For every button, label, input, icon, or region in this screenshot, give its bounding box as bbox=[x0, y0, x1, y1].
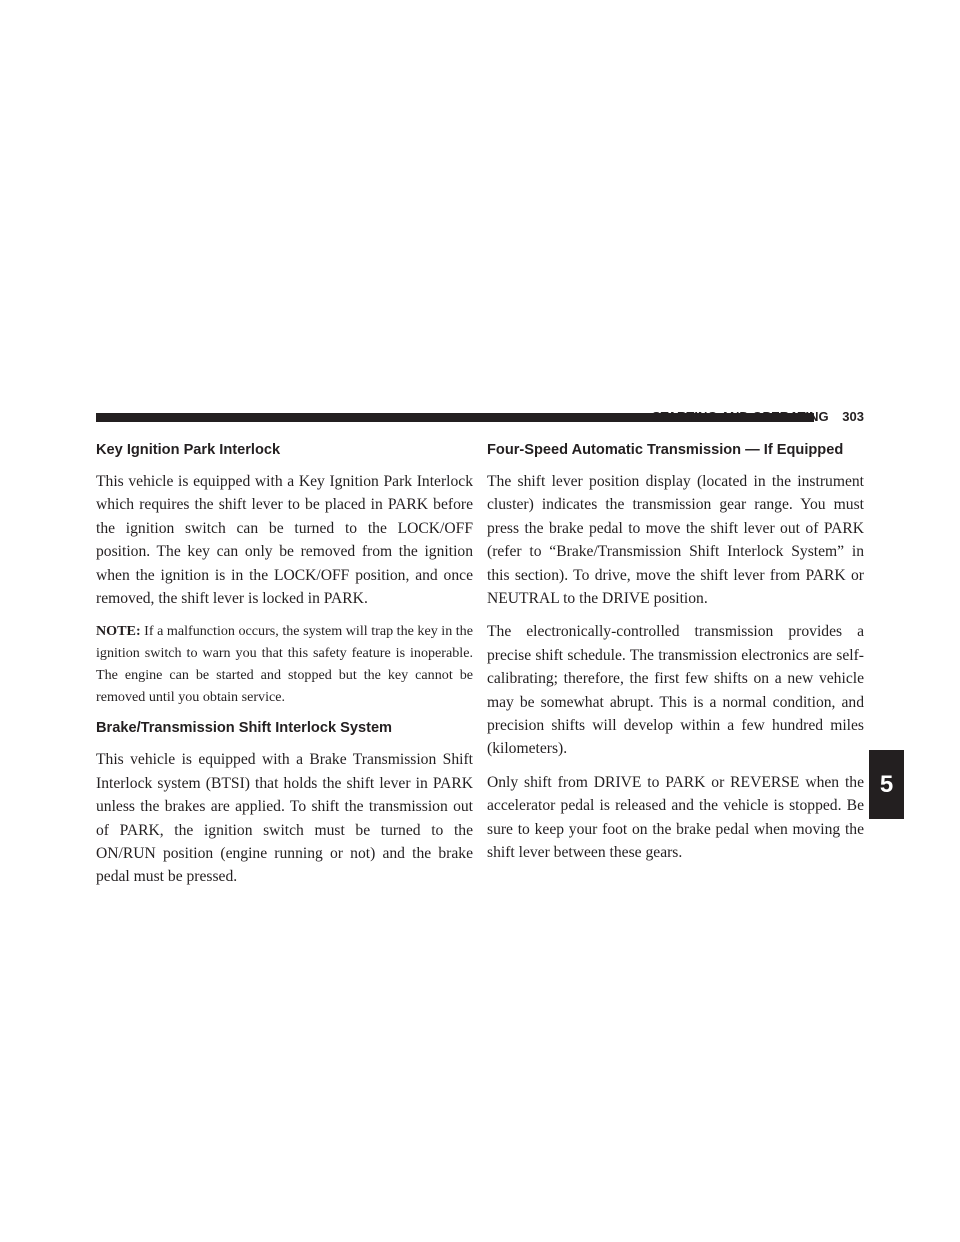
key-ignition-heading: Key Ignition Park Interlock bbox=[96, 442, 281, 458]
key-ignition-body: This vehicle is equipped with a Key Ignition Park Interlock which requires the shift lever to be placed in PARK before the ignition switch can be turned to the LOCK/OFF position. The key can only be removed from the ignition when the ignition is in the LOCK/OFF position, and once removed, the shift lever is locked in PARK. bbox=[96, 473, 473, 608]
left-column bbox=[96, 440, 473, 899]
page-number: 303 bbox=[842, 409, 864, 424]
four-speed-paragraph-1: The shift lever position display (located in the instrument cluster) indicates the transmission gear range. You must press the brake pedal to move the shift lever out of PARK (refer to “Brake/Transmission Shift Interlock System” in this section). To drive, move the shift lever from PARK or NEUTRAL to the DRIVE position. bbox=[487, 473, 864, 608]
note-paragraph bbox=[96, 620, 473, 708]
section-title: STARTING AND OPERATING bbox=[651, 409, 829, 424]
brake-shift-heading: Brake/Transmission Shift Interlock System bbox=[96, 720, 393, 737]
running-header bbox=[652, 409, 864, 424]
note-label: NOTE: bbox=[96, 623, 141, 640]
four-speed-paragraph-2: The electronically-controlled transmission provides a precise shift schedule. The transmission electronics are self-calibrating; therefore, the first few shifts on a new vehicle may be somewhat abrupt. This is a normal condition, and precision shifts will develop within a few hundred miles (kilometers). bbox=[487, 623, 864, 758]
chapter-tab: 5 bbox=[869, 750, 904, 819]
right-column bbox=[487, 440, 864, 875]
four-speed-paragraph-3: Only shift from DRIVE to PARK or REVERSE when the accelerator pedal is released and the vehicle is stopped. Be sure to keep your foot on the brake pedal when moving the shift lever between these gears. bbox=[487, 773, 864, 862]
brake-shift-body: This vehicle is equipped with a Brake Transmission Shift Interlock system (BTSI) that holds the shift lever in PARK unless the brakes are applied. To shift the transmission out of PARK, the ignition switch must be turned to the ON/RUN position (engine running or not) and the brake pedal must be pressed. bbox=[96, 751, 473, 886]
note-text: If a malfunction occurs, the system will trap the key in the ignition switch to warn you that this safety feature is inoperable. The engine can be started and stopped but the key cannot be removed until you obtain service. bbox=[96, 623, 473, 706]
four-speed-heading: Four-Speed Automatic Transmission — If Equipped bbox=[487, 442, 844, 458]
